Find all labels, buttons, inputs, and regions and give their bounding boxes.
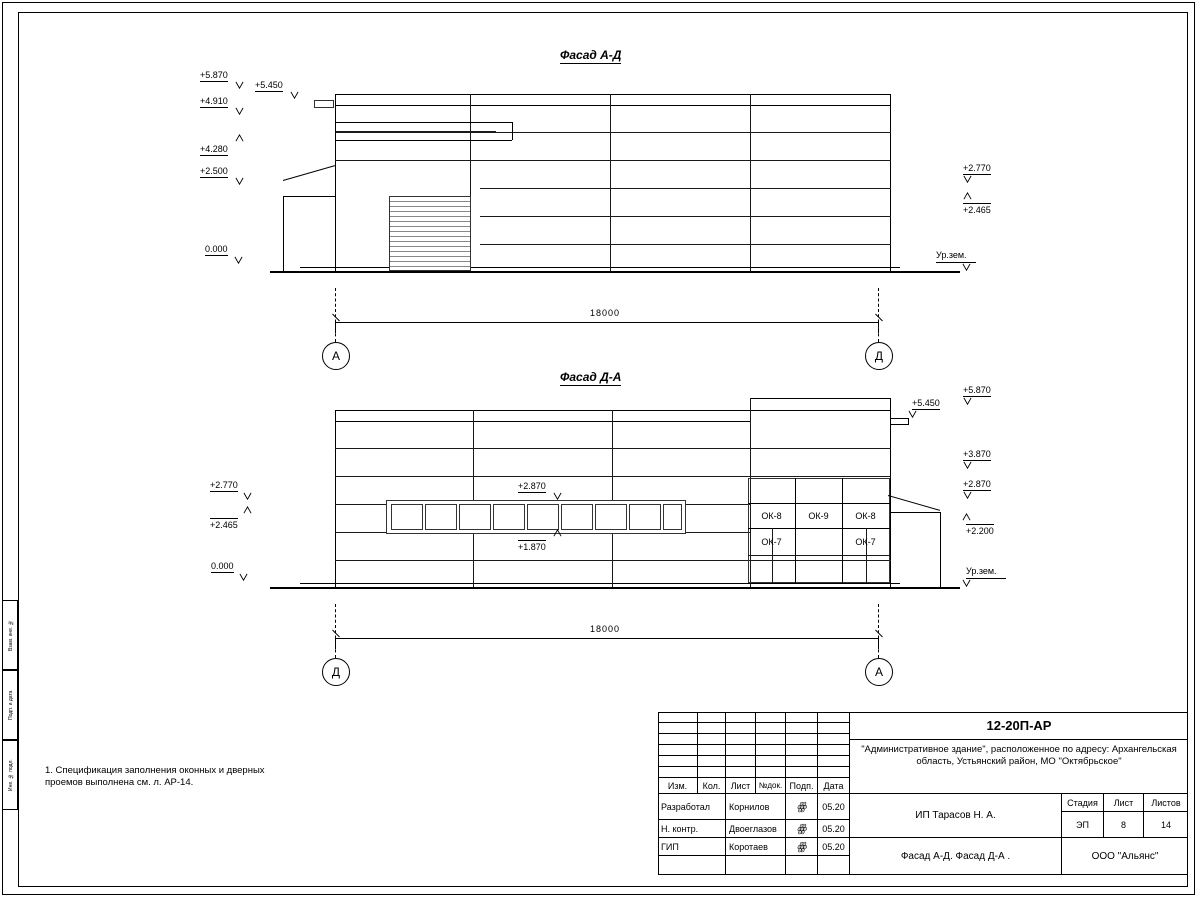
role-label-inspector: Н. контр. <box>658 820 726 838</box>
ribbon-pane <box>459 504 491 530</box>
building2-roof <box>335 410 891 411</box>
level-marker <box>210 517 238 530</box>
role-name-inspector: Двоеглазов <box>726 820 786 838</box>
left-stamp-1: Взам. инв. № <box>2 600 18 670</box>
building1-vjoint-3 <box>750 94 751 271</box>
role-row-empty <box>658 856 726 875</box>
general-notes: 1. Спецификация заполнения оконных и дверных проемов выполнена см. л. АР-14. <box>45 765 265 788</box>
axis-marker-d <box>865 342 893 370</box>
revision-empty-cell <box>658 734 698 745</box>
gate-slat <box>390 251 470 252</box>
gate-slat <box>390 221 470 222</box>
building2-right-wall <box>890 398 891 587</box>
axis-label: Д <box>331 665 341 679</box>
level-arrow-icon <box>290 91 299 100</box>
elevation-title-d-a: Фасад Д-А <box>560 370 622 384</box>
level-value: +2.500 <box>200 166 228 176</box>
level-arrow-icon <box>963 491 972 500</box>
level-arrow-icon <box>235 81 244 90</box>
axis-marker-d <box>322 658 350 686</box>
gate-slat <box>390 216 470 217</box>
drawing-title: Фасад А-Д. Фасад Д-А . <box>850 838 1062 875</box>
axis-marker-a <box>865 658 893 686</box>
gate-slat <box>390 206 470 207</box>
level-arrow-icon <box>963 175 972 184</box>
ribbon-pane <box>663 504 682 530</box>
building2-parapet-line <box>335 421 750 422</box>
revision-empty-cell <box>818 745 850 756</box>
window-mark-ok7-left: ОК-7 <box>761 536 782 547</box>
level-marker <box>205 244 228 256</box>
level-marker <box>963 449 991 461</box>
building1-canopy-bottom <box>336 140 512 141</box>
role-label-gip: ГИП <box>658 838 726 856</box>
level-arrow-icon <box>234 256 243 265</box>
level-arrow-icon <box>235 107 244 116</box>
building2-joint-2 <box>335 476 891 477</box>
axis-stem-right <box>878 638 879 658</box>
revision-empty-cell <box>756 734 786 745</box>
building1-joint-2 <box>335 160 891 161</box>
level-arrow-icon <box>962 263 971 272</box>
level-arrow-up-icon <box>235 134 244 143</box>
level-arrow-up-icon <box>243 506 252 515</box>
ribbon-pane <box>595 504 627 530</box>
level-marker <box>211 561 234 573</box>
window-mark-ok7-right: ОК-7 <box>855 536 876 547</box>
revision-empty-cell <box>726 745 756 756</box>
level-marker <box>963 163 991 175</box>
level-value: +5.870 <box>963 385 991 395</box>
role-row-empty <box>726 856 786 875</box>
role-signature-inspector: ꙮ <box>786 820 818 838</box>
revision-empty-cell <box>786 734 818 745</box>
level-value: +2.770 <box>963 163 991 173</box>
ground-level-label: Ур.зем. <box>936 250 967 260</box>
revision-header-kol: Кол. <box>698 778 726 794</box>
level-marker <box>255 80 283 92</box>
building1-ground-line <box>270 271 960 273</box>
company-name: ООО "Альянс" <box>1091 851 1159 862</box>
building1-joint-3 <box>480 188 891 189</box>
level-arrow-icon <box>239 573 248 582</box>
building1-parapet-line <box>335 105 891 106</box>
axis-stem-right <box>878 322 879 342</box>
revision-header-list: Лист <box>726 778 756 794</box>
revision-empty-cell <box>786 756 818 767</box>
level-arrow-icon <box>235 177 244 186</box>
level-arrow-icon <box>908 410 917 419</box>
role-date-developer: 05.20 <box>818 794 850 820</box>
building1-annex-right <box>335 178 336 271</box>
gate-slat <box>390 261 470 262</box>
dimension-line <box>335 638 878 639</box>
revision-empty-cell <box>818 723 850 734</box>
revision-empty-cell <box>726 712 756 723</box>
window-mark-ok8-left: ОК-8 <box>761 510 782 521</box>
level-marker <box>200 96 228 108</box>
gate-slat <box>390 201 470 202</box>
revision-empty-cell <box>726 756 756 767</box>
building2-annex-right <box>940 512 941 587</box>
role-name-gip: Коротаев <box>726 838 786 856</box>
building2-annex-roof <box>890 512 940 513</box>
revision-empty-cell <box>756 723 786 734</box>
level-arrow-icon <box>963 397 972 406</box>
role-label-developer: Разработал <box>658 794 726 820</box>
stage-value-listov: 14 <box>1144 812 1188 838</box>
building1-roof-unit <box>314 100 334 108</box>
building2-roof-unit <box>890 424 908 425</box>
building1-joint-1 <box>335 132 891 133</box>
level-marker <box>200 70 228 82</box>
role-date-inspector: 05.20 <box>818 820 850 838</box>
ribbon-pane <box>561 504 593 530</box>
revision-header-izm: Изм. <box>658 778 698 794</box>
revision-empty-cell <box>726 723 756 734</box>
stage-value-stadia: ЭП <box>1062 812 1104 838</box>
building1-annex-left <box>283 196 284 271</box>
level-marker <box>518 539 546 552</box>
axis-stem-left <box>335 638 336 658</box>
revision-empty-cell <box>786 723 818 734</box>
axis-label: Д <box>874 349 884 363</box>
revision-empty-cell <box>658 756 698 767</box>
level-value: +2.200 <box>966 526 994 536</box>
ground-level-label: Ур.зем. <box>966 566 997 576</box>
axis-label: А <box>874 665 883 679</box>
building2-plinth <box>300 583 900 584</box>
role-name-developer: Корнилов <box>726 794 786 820</box>
revision-empty-cell <box>786 767 818 778</box>
level-marker <box>963 202 991 215</box>
level-value: +5.450 <box>912 398 940 408</box>
revision-empty-cell <box>698 712 726 723</box>
gate-slat <box>390 256 470 257</box>
revision-header-data: Дата <box>818 778 850 794</box>
level-value: +3.870 <box>963 449 991 459</box>
overall-dimension-label: 18000 <box>590 624 621 634</box>
building2-roof-unit-top <box>890 418 908 419</box>
revision-empty-cell <box>818 712 850 723</box>
building2-ground-line <box>270 587 960 589</box>
revision-empty-cell <box>818 767 850 778</box>
gate-slat <box>390 236 470 237</box>
building1-canopy-edge <box>512 122 513 140</box>
level-arrow-up-icon <box>963 192 972 201</box>
elevation-title-a-d: Фасад А-Д <box>560 48 622 62</box>
level-value: +2.770 <box>210 480 238 490</box>
building1-canopy-mid <box>336 131 496 132</box>
building1-joint-4 <box>480 216 891 217</box>
revision-empty-cell <box>818 734 850 745</box>
overall-dimension-label: 18000 <box>590 308 621 318</box>
project-code: 12-20П-АР <box>850 712 1188 740</box>
building1-annex-roof <box>283 196 335 197</box>
level-value: +5.870 <box>200 70 228 80</box>
building1-canopy-top <box>336 122 512 123</box>
revision-empty-cell <box>756 756 786 767</box>
level-arrow-icon <box>962 579 971 588</box>
level-arrow-icon <box>243 492 252 501</box>
level-marker <box>210 480 238 492</box>
role-row-empty <box>786 856 818 875</box>
revision-empty-cell <box>698 723 726 734</box>
role-date-gip: 05.20 <box>818 838 850 856</box>
revision-empty-cell <box>786 745 818 756</box>
stage-value-list: 8 <box>1104 812 1144 838</box>
entrance-mullion-1 <box>795 478 796 583</box>
role-row-empty <box>818 856 850 875</box>
revision-empty-cell <box>786 712 818 723</box>
level-value: +2.465 <box>210 520 238 530</box>
left-stamp-2: Подп. и дата <box>2 670 18 740</box>
level-value: +2.870 <box>963 479 991 489</box>
building2-roof-high <box>750 398 891 399</box>
revision-empty-cell <box>726 767 756 778</box>
level-marker <box>963 385 991 397</box>
level-marker <box>200 166 228 178</box>
ground-label-bar <box>966 578 1006 579</box>
building1-roof <box>335 94 891 95</box>
level-marker <box>200 144 228 156</box>
level-marker <box>963 479 991 491</box>
level-value: 0.000 <box>211 561 234 571</box>
level-arrow-up-icon <box>962 513 971 522</box>
revision-empty-cell <box>818 756 850 767</box>
dimension-line <box>335 322 878 323</box>
revision-empty-cell <box>698 734 726 745</box>
stage-header-listov: Листов <box>1144 794 1188 812</box>
stage-header-list: Лист <box>1104 794 1144 812</box>
building1-gate <box>389 196 471 271</box>
building2-joint-1 <box>335 448 891 449</box>
entrance-door-rail <box>748 555 890 556</box>
ribbon-pane <box>493 504 525 530</box>
gate-slat <box>390 246 470 247</box>
window-mark-ok8-right: ОК-8 <box>855 510 876 521</box>
revision-empty-cell <box>658 767 698 778</box>
revision-empty-cell <box>698 745 726 756</box>
customer-name: ИП Тарасов Н. А. <box>850 794 1062 838</box>
level-marker <box>912 398 940 410</box>
level-arrow-up-icon <box>553 529 562 538</box>
ribbon-pane <box>425 504 457 530</box>
building1-vjoint-2 <box>610 94 611 271</box>
stage-header-stadia: Стадия <box>1062 794 1104 812</box>
gate-slat <box>390 211 470 212</box>
level-marker <box>518 481 546 493</box>
role-signature-gip: ꙮ <box>786 838 818 856</box>
gate-slat <box>390 241 470 242</box>
level-value: +1.870 <box>518 542 546 552</box>
revision-empty-cell <box>658 723 698 734</box>
revision-header-podp: Подп. <box>786 778 818 794</box>
ribbon-pane <box>527 504 559 530</box>
gate-slat <box>390 231 470 232</box>
revision-empty-cell <box>726 734 756 745</box>
window-mark-ok9: ОК-9 <box>808 510 829 521</box>
building2-vjoint-1 <box>473 410 474 587</box>
level-marker <box>966 523 994 536</box>
level-value: +2.465 <box>963 205 991 215</box>
level-value: +2.870 <box>518 481 546 491</box>
level-value: +4.910 <box>200 96 228 106</box>
revision-empty-cell <box>698 767 726 778</box>
revision-empty-cell <box>756 745 786 756</box>
gate-slat <box>390 266 470 267</box>
left-stamp-3: Инв. № подл. <box>2 740 18 810</box>
gate-slat <box>390 226 470 227</box>
revision-empty-cell <box>658 712 698 723</box>
building2-vjoint-2 <box>612 410 613 587</box>
revision-empty-cell <box>756 712 786 723</box>
axis-label: А <box>331 349 340 363</box>
revision-header-ndok: №док. <box>756 778 786 794</box>
building2-roof-unit-edge <box>908 418 909 425</box>
role-signature-developer: ꙮ <box>786 794 818 820</box>
building1-joint-5 <box>480 244 891 245</box>
level-arrow-icon <box>553 492 562 501</box>
revision-empty-cell <box>658 745 698 756</box>
revision-empty-cell <box>756 767 786 778</box>
level-value: 0.000 <box>205 244 228 254</box>
object-description: "Административное здание", расположенное по адресу: Архангельская область, Устьянский район, МО "Октябрьское" <box>850 740 1188 794</box>
level-value: +5.450 <box>255 80 283 90</box>
level-arrow-icon <box>963 461 972 470</box>
axis-marker-a <box>322 342 350 370</box>
axis-stem-left <box>335 322 336 342</box>
ribbon-pane <box>391 504 423 530</box>
revision-empty-cell <box>698 756 726 767</box>
level-value: +4.280 <box>200 144 228 154</box>
ribbon-pane <box>629 504 661 530</box>
